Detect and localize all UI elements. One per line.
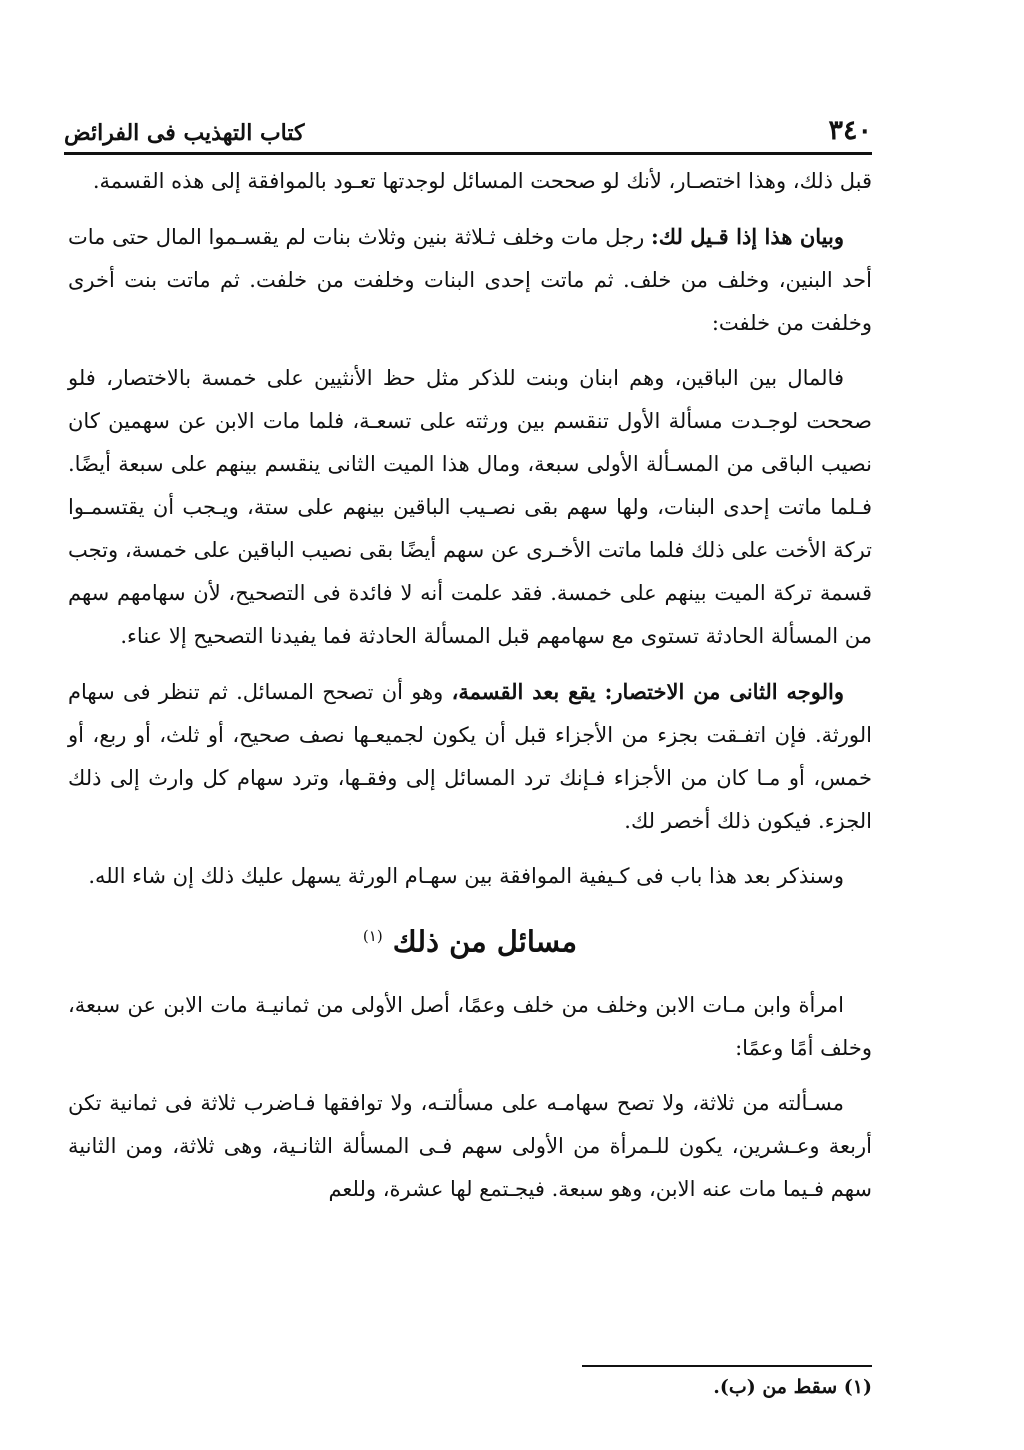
running-header (64, 102, 872, 155)
paragraph-3: فالمال بين الباقين، وهم ابنان وبنت للذكر مثل حظ الأنثيين على خمسة بالاختصار، فلو صححت لوجـدت مسألة الأول تنقسم بين ورثته على تسعـة، فلما مات الابن عن سهمين كان نصيب الباقى من المسـألة الأولى سبعة، ومال هذا الميت الثانى ينقسم بينهم على سبعة أيضًا. فـلما ماتت إحدى البنات، ولها سهم بقى نصـيب الباقين بينهم على ستة، ويـجب أن يقتسمـوا تركة الأخت على ذلك فلما ماتت الأخـرى عن سهم أيضًا بقى نصيب الباقين على خمسة، وتجب قسمة تركة الميت بينهم على خمسة. فقد علمت أنه لا فائدة فى التصحيح، لأن سهامهم سهم من المسألة الحادثة تستوى مع سهامهم قبل المسألة الحادثة فما يفيدنا التصحيح إلا عناء. (68, 366, 872, 648)
paragraph-6: امرأة وابن مـات الابن وخلف من خلف وعمًا، أصل الأولى من ثمانيـة مات الابن عن سبعة، وخلف أمًا وعمًا: (68, 992, 872, 1060)
footnote-divider (582, 1365, 872, 1367)
paragraph-5: وسنذكر بعد هذا باب فى كـيفية الموافقة بين سهـام الورثة يسهل عليك ذلك إن شاء الله. (88, 864, 844, 888)
paragraph-1: قبل ذلك، وهذا اختصـار، لأنك لو صححت المسائل لوجدتها تعـود بالموافقة إلى هذه القسمة. (92, 169, 872, 193)
paragraph-7: مسـألته من ثلاثة، ولا تصح سهامـه على مسألتـه، ولا توافقها فـاضرب ثلاثة فى ثمانية تكن أربعة وعـشرين، يكون للـمرأة من الأولى سهم فـى المسألة الثانـية، وهى ثلاثة، ومن الثانية سهم فـيما مات عنه الابن، وهو سبعة. فيجـتمع لها عشرة، وللعم (68, 1090, 872, 1201)
body-text (68, 160, 872, 1223)
paragraph-2-text: رجل مات وخلف ثـلاثة بنين وثلاث بنات لم يقسـموا المال حتى مات أحد البنين، وخلف من خلف. ثم ماتت إحدى البنات وخلفت من خلفت. ثم ماتت بنت أخرى وخلفت من خلفت: (68, 225, 872, 335)
paragraph-4-lead: والوجه الثانى من الاختصار: يقع بعد القسمة، (451, 679, 845, 704)
paragraph-4 (68, 670, 872, 843)
paragraph-2-lead: وبيان هذا إذا قـيل لك: (651, 224, 845, 249)
book-title: كتاب التهذيب فى الفرائض (64, 120, 305, 146)
section-heading-text: مسائل من ذلك (392, 924, 578, 959)
section-heading (68, 916, 872, 962)
paragraph-2 (68, 215, 872, 345)
footnote: (١) سقط من (ب). (713, 1376, 872, 1398)
page-number: ٣٤٠ (828, 115, 872, 146)
footnote-reference: (١) (362, 927, 383, 945)
paragraph-4-text: وهو أن تصحح المسائل. ثم تنظر فى سهام الورثة. فإن اتفـقت بجزء من الأجزاء قبل أن يكون لجميعـها نصف صحيح، أو ثلث، أو ربع، أو خمس، أو مـا كان من الأجزاء فـإنك ترد المسائل إلى وفقـها، وترد سهام كل وارث إلى ذلك الجزء. فيكون ذلك أخصر لك. (68, 680, 872, 833)
